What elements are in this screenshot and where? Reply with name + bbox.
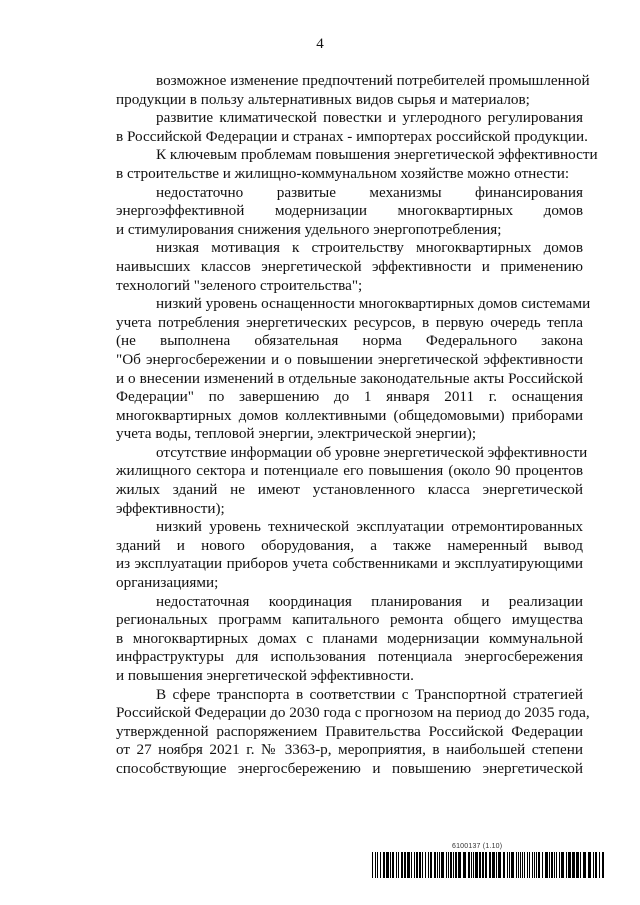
barcode-bar: [507, 852, 508, 878]
barcode-bar: [496, 852, 497, 878]
barcode-bar: [580, 852, 581, 878]
barcode-bar: [404, 852, 406, 878]
text-line: низкий уровень технической эксплуатации отремонтированных: [156, 518, 583, 536]
barcode-bar: [425, 852, 426, 878]
barcode-bar: [458, 852, 461, 878]
barcode-bar: [520, 852, 521, 878]
text-line: многоквартирных домов коллективными (общедомовыми) приборами: [116, 406, 583, 424]
document-code: 6100137 (1.10): [452, 843, 503, 850]
page-number: 4: [316, 36, 324, 52]
barcode-bar: [419, 852, 421, 878]
barcode-bar: [475, 852, 478, 878]
barcode-bar: [542, 852, 543, 878]
barcode-bar: [524, 852, 525, 878]
barcode-bar: [450, 852, 452, 878]
text-line: недостаточная координация планирования и реализации: [156, 592, 583, 610]
text-line: технологий "зеленого строительства";: [116, 276, 363, 294]
barcode-bar: [407, 852, 410, 878]
barcode-bar: [534, 852, 535, 878]
text-line: (не выполнена обязательная норма Федерального закона: [116, 332, 583, 350]
text-line: организациями;: [116, 574, 219, 592]
barcode-bar: [561, 852, 564, 878]
barcode-bar: [509, 852, 510, 878]
text-line: способствующие энергосбережению и повышению энергетической: [116, 759, 583, 777]
barcode-bar: [398, 852, 399, 878]
paragraph: [76, 239, 583, 295]
barcode-bar: [448, 852, 449, 878]
barcode-bar: [396, 852, 397, 878]
paragraph: [76, 685, 590, 779]
barcode-bar: [392, 852, 394, 878]
barcode-bar: [572, 852, 575, 878]
barcode-bar: [538, 852, 540, 878]
text-line: Российской Федерации до 2030 года с прогнозом на период до 2035 года,: [116, 704, 590, 722]
text-line: "Об энергосбережении и о повышении энергетической эффективности: [116, 350, 583, 368]
barcode-bar: [473, 852, 474, 878]
barcode-bar: [583, 852, 586, 878]
paragraph: [76, 518, 583, 592]
barcode-bar: [522, 852, 523, 878]
barcode-bar: [428, 852, 429, 878]
barcode-bar: [532, 852, 533, 878]
barcode-bar: [380, 852, 381, 878]
text-line: в многоквартирных домах с планами модернизации коммунальной: [116, 629, 583, 647]
text-line: и стимулирования снижения удельного энергопотребления;: [116, 220, 502, 238]
text-line: и о внесении изменений в отдельные законодательные акты Российской: [116, 369, 583, 387]
text-line: недостаточно развитые механизмы финансирования: [156, 183, 583, 201]
paragraph: [76, 443, 588, 518]
barcode-bar: [549, 852, 550, 878]
barcode-bar: [411, 852, 412, 878]
barcode-bar: [383, 852, 385, 878]
barcode-bar: [430, 852, 432, 878]
barcode-bar: [599, 852, 600, 878]
text-line: К ключевым проблемам повышения энергетической эффективности: [156, 146, 598, 164]
barcode-bar: [485, 852, 487, 878]
barcode-bar: [498, 852, 501, 878]
text-line: наивысших классов энергетической эффективности и применению: [116, 257, 583, 275]
barcode-bar: [511, 852, 514, 878]
barcode-bar: [479, 852, 481, 878]
barcode-bar: [390, 852, 391, 878]
text-line: отсутствие информации об уровне энергетической эффективности: [156, 443, 588, 461]
text-line: в Российской Федерации и странах - импортерах российской продукции.: [116, 127, 588, 145]
barcode-bar: [559, 852, 560, 878]
barcode-bar: [471, 852, 472, 878]
paragraph: [76, 109, 588, 146]
text-line: из эксплуатации приборов учета собственниками и эксплуатирующими: [116, 555, 583, 573]
document-body: [76, 72, 598, 779]
barcode-bar: [439, 852, 440, 878]
text-line: энергоэффективной модернизации многоквартирных домов: [116, 202, 583, 220]
text-line: утвержденной распоряжением Правительства Российской Федерации: [116, 722, 583, 740]
barcode-bar: [527, 852, 528, 878]
barcode-bar: [568, 852, 571, 878]
barcode-bar: [482, 852, 484, 878]
barcode-bar: [446, 852, 447, 878]
barcode-bar: [453, 852, 454, 878]
barcode-bar: [576, 852, 579, 878]
barcode-bar: [375, 852, 376, 878]
barcode-bar: [416, 852, 418, 878]
barcode-bar: [556, 852, 557, 878]
barcode-bar: [503, 852, 505, 878]
text-line: зданий и нового оборудования, а также намеренный вывод: [116, 536, 583, 554]
barcode-bar: [545, 852, 548, 878]
text-line: региональных программ капитального ремонта общего имущества: [116, 611, 583, 629]
text-line: в строительстве и жилищно-коммунальном хозяйстве можно отнести:: [116, 164, 570, 182]
paragraph: [76, 72, 590, 109]
barcode-bar: [518, 852, 519, 878]
barcode-bar: [414, 852, 415, 878]
barcode-bar: [595, 852, 597, 878]
barcode-bar: [463, 852, 466, 878]
barcode-bar: [529, 852, 530, 878]
text-line: и повышения энергетической эффективности.: [116, 667, 414, 684]
text-line: учета потребления энергетических ресурсов, в первую очередь тепла: [116, 313, 583, 331]
barcode-bar: [566, 852, 567, 878]
barcode-bar: [536, 852, 537, 878]
barcode-bar: [602, 852, 604, 878]
barcode-bar: [455, 852, 457, 878]
barcode-bar: [422, 852, 423, 878]
barcode: [372, 852, 604, 878]
barcode-bar: [441, 852, 444, 878]
barcode-bar: [588, 852, 591, 878]
barcode-bar: [401, 852, 403, 878]
barcode-bar: [434, 852, 436, 878]
barcode-bar: [377, 852, 378, 878]
text-line: Федерации" по завершению до 1 января 2011 г. оснащения: [116, 388, 583, 406]
text-line: В сфере транспорта в соответствии с Транспортной стратегией: [156, 685, 583, 703]
paragraph: [76, 295, 591, 444]
paragraph: [76, 184, 583, 240]
text-line: развитие климатической повестки и углеродного регулирования: [156, 109, 583, 127]
paragraph: [76, 593, 583, 686]
text-line: возможное изменение предпочтений потребителей промышленной: [156, 72, 590, 89]
barcode-bar: [593, 852, 594, 878]
text-line: низкий уровень оснащенности многоквартирных домов системами: [156, 295, 591, 313]
barcode-bar: [437, 852, 438, 878]
barcode-bar: [489, 852, 491, 878]
text-line: инфраструктуры для использования потенциала энергосбережения: [116, 648, 583, 666]
barcode-bar: [551, 852, 553, 878]
text-line: жилищного сектора и потенциале его повышения (около 90 процентов: [116, 462, 583, 480]
text-line: жилых зданий не имеют установленного класса энергетической: [116, 481, 583, 499]
text-line: от 27 ноября 2021 г. № 3363-р, мероприятия, в наибольшей степени: [116, 741, 583, 759]
paragraph: [76, 146, 598, 183]
text-line: эффективности);: [116, 499, 225, 517]
barcode-bar: [554, 852, 555, 878]
barcode-bar: [468, 852, 470, 878]
barcode-bar: [372, 852, 373, 878]
barcode-bar: [516, 852, 517, 878]
text-line: низкая мотивация к строительству многоквартирных домов: [156, 239, 583, 257]
text-line: учета воды, тепловой энергии, электрической энергии);: [116, 425, 477, 443]
barcode-bar: [386, 852, 389, 878]
barcode-bar: [492, 852, 495, 878]
text-line: продукции в пользу альтернативных видов сырья и материалов;: [116, 90, 530, 108]
